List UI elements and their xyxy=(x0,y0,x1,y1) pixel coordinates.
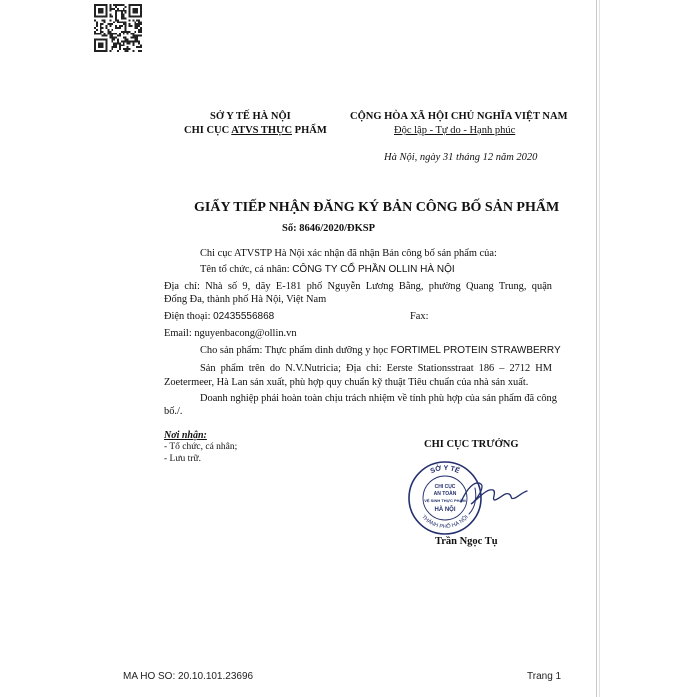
page-edge-shadow xyxy=(599,0,600,697)
org-name: CÔNG TY CỔ PHẦN OLLIN HÀ NỘI xyxy=(292,264,455,275)
national-motto: Độc lập - Tự do - Hạnh phúc xyxy=(394,125,516,136)
seal-center-line: AN TOÀN xyxy=(433,491,457,497)
address-line-1: Địa chỉ: Nhà số 9, dãy E-181 phố Nguyễn Lương Bằng, phường Quang Trung, quận xyxy=(164,281,552,292)
address-line-2: Đống Đa, thành phố Hà Nội, Việt Nam xyxy=(164,294,327,305)
record-code: MA HO SO: 20.10.101.23696 xyxy=(123,671,254,682)
issue-date: Hà Nội, ngày 31 tháng 12 năm 2020 xyxy=(384,152,538,163)
seal-center-line: HÀ NỘI xyxy=(434,507,456,513)
page-edge xyxy=(596,0,597,697)
official-seal xyxy=(405,458,535,540)
agency-name: CHI CỤC ATVS THỰC PHẨM xyxy=(184,125,327,136)
fax-label: Fax: xyxy=(410,311,429,322)
org-line: Tên tổ chức, cá nhân: CÔNG TY CỔ PHẦN OLLIN HÀ NỘI xyxy=(200,264,455,275)
qr-code xyxy=(94,4,142,52)
email-line: Email: nguyenbacong@ollin.vn xyxy=(164,328,297,339)
signer-title: CHI CỤC TRƯỞNG xyxy=(424,439,519,450)
product-line: Cho sản phẩm: Thực phẩm dinh dưỡng y học FORTIMEL PROTEIN STRAWBERRY xyxy=(200,345,561,356)
seal-top-text: SỞ Y TẾ xyxy=(429,464,461,476)
product-name: FORTIMEL PROTEIN STRAWBERRY xyxy=(390,345,561,356)
recipient-item: - Lưu trữ. xyxy=(164,454,201,464)
national-title: CỘNG HÒA XÃ HỘI CHỦ NGHĨA VIỆT NAM xyxy=(350,111,568,122)
handwritten-signature xyxy=(461,483,527,504)
email-address: nguyenbacong@ollin.vn xyxy=(194,328,297,339)
intro-text: Chi cục ATVSTP Hà Nội xác nhận đã nhận Bản công bố sản phẩm của: xyxy=(200,248,497,259)
seal-center-line: VỆ SINH THỰC PHẨM xyxy=(424,498,466,503)
recipients-title: Nơi nhận: xyxy=(164,430,207,441)
producer-line-1: Sản phẩm trên do N.V.Nutricia; Địa chỉ: Eerste Stationsstraat 186 – 2712 HM xyxy=(200,363,552,374)
seal-center-line: CHI CỤC xyxy=(434,484,456,490)
agency-parent: SỞ Y TẾ HÀ NỘI xyxy=(210,111,291,122)
recipient-item: - Tổ chức, cá nhân; xyxy=(164,442,238,452)
seal-bottom-text: THÀNH PHỐ HÀ NỘI xyxy=(420,514,470,531)
responsibility-line-2: bố./. xyxy=(164,406,183,417)
document-number: Số: 8646/2020/ĐKSP xyxy=(282,223,376,234)
responsibility-line-1: Doanh nghiệp phải hoàn toàn chịu trách nhiệm về tính phù hợp của sản phẩm đã công xyxy=(200,393,557,404)
phone-line: Điện thoại: 02435556868 xyxy=(164,311,275,322)
producer-line-2: Zoetermeer, Hà Lan sản xuất, phù hợp quy chuẩn kỹ thuật Tiêu chuẩn của nhà sản xuất. xyxy=(164,377,529,388)
signer-name: Trần Ngọc Tụ xyxy=(435,536,498,547)
document-title: GIẤY TIẾP NHẬN ĐĂNG KÝ BẢN CÔNG BỐ SẢN PHẨM xyxy=(194,200,560,215)
page-number: Trang 1 xyxy=(527,671,562,682)
phone-number: 02435556868 xyxy=(213,311,275,322)
